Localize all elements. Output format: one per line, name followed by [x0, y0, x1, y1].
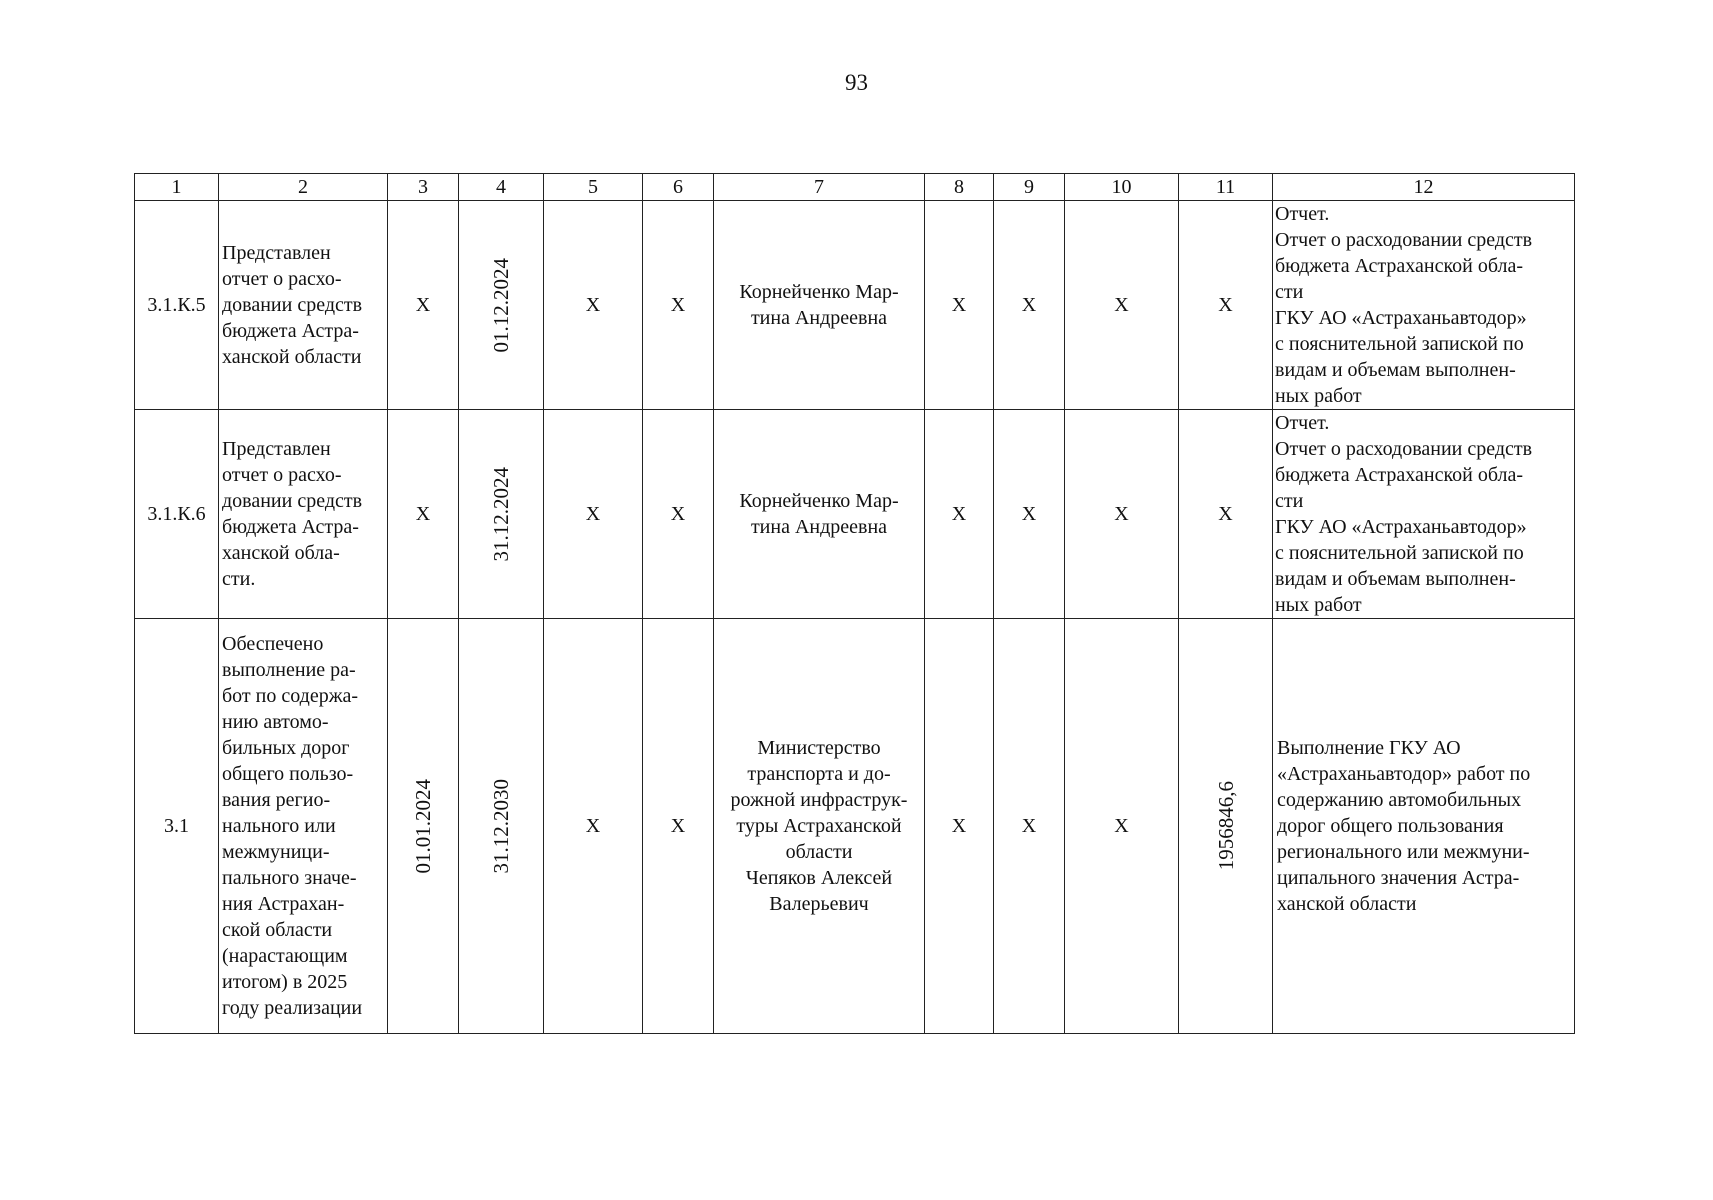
description-line: Обеспечено [222, 633, 324, 655]
description-line: Представлен [222, 242, 331, 264]
row-executor [714, 201, 925, 410]
row-number: 3.1 [135, 619, 219, 1034]
row-col3 [388, 619, 459, 1034]
description-line: бильных дорог [222, 737, 350, 759]
result-line: «Астраханьавтодор» работ по [1277, 763, 1531, 785]
col-header-1: 1 [135, 174, 219, 201]
result-line: Отчет о расходовании средств [1275, 438, 1533, 460]
col-header-8: 8 [925, 174, 994, 201]
start-date: 01.01.2024 [411, 778, 435, 874]
row-col11 [1179, 619, 1273, 1034]
result-line: содержанию автомобильных [1277, 789, 1522, 811]
plan-table [134, 173, 1575, 1034]
result-line: с пояснительной запиской по [1275, 333, 1524, 355]
description-line: общего пользо- [222, 763, 354, 785]
table-row [135, 201, 1575, 410]
row-number: 3.1.К.5 [135, 201, 219, 410]
result-line: сти [1275, 490, 1304, 512]
row-col8: Х [925, 201, 994, 410]
row-number: 3.1.К.6 [135, 410, 219, 619]
end-date: 01.12.2024 [489, 257, 513, 353]
col-header-9: 9 [994, 174, 1065, 201]
row-description [219, 410, 388, 619]
col-header-5: 5 [544, 174, 643, 201]
end-date: 31.12.2030 [489, 778, 513, 874]
row-col3: Х [388, 201, 459, 410]
row-result [1273, 619, 1575, 1034]
description-line: сти. [222, 568, 256, 590]
row-col6: Х [643, 619, 714, 1034]
description-line: ской области [222, 919, 333, 941]
col-header-4: 4 [459, 174, 544, 201]
executor-line: области [785, 841, 853, 863]
result-line: Отчет. [1275, 412, 1330, 434]
description-line: нию автомо- [222, 711, 329, 733]
funding-amount: 1956846,6 [1213, 781, 1238, 871]
executor-line: Чепяков Алексей [745, 867, 893, 889]
row-col5: Х [544, 201, 643, 410]
row-col10: Х [1065, 410, 1179, 619]
col-header-12: 12 [1273, 174, 1575, 201]
result-line: ханской области [1277, 893, 1417, 915]
result-line: Отчет. [1275, 203, 1330, 225]
end-date: 31.12.2024 [489, 466, 513, 562]
row-col8: Х [925, 619, 994, 1034]
row-col9: Х [994, 619, 1065, 1034]
result-line: регионального или межмуни- [1277, 841, 1530, 863]
col-header-6: 6 [643, 174, 714, 201]
description-line: ханской обла- [222, 542, 340, 564]
row-executor [714, 410, 925, 619]
row-col10: Х [1065, 619, 1179, 1034]
result-line: ГКУ АО «Астраханьавтодор» [1275, 307, 1527, 329]
row-col5: Х [544, 619, 643, 1034]
row-col11: Х [1179, 410, 1273, 619]
description-line: довании средств [222, 490, 363, 512]
result-line: ных работ [1275, 385, 1362, 407]
result-line: сти [1275, 281, 1304, 303]
row-result [1273, 201, 1575, 410]
description-line: пального значе- [222, 867, 357, 889]
description-line: бюджета Астра- [222, 516, 359, 538]
description-line: итогом) в 2025 [222, 971, 348, 993]
col-header-3: 3 [388, 174, 459, 201]
row-col4 [459, 410, 544, 619]
row-result [1273, 410, 1575, 619]
col-header-7: 7 [714, 174, 925, 201]
description-line: ния Астрахан- [222, 893, 345, 915]
table-row [135, 619, 1575, 1034]
table-row [135, 410, 1575, 619]
description-line: довании средств [222, 294, 363, 316]
executor-line: тина Андреевна [750, 516, 888, 538]
executor-line: тина Андреевна [750, 307, 888, 329]
description-line: бюджета Астра- [222, 320, 359, 342]
row-col5: Х [544, 410, 643, 619]
description-line: отчет о расхо- [222, 464, 342, 486]
executor-line: Валерьевич [769, 893, 869, 915]
row-col8: Х [925, 410, 994, 619]
header-row [135, 174, 1575, 201]
result-line: бюджета Астраханской обла- [1275, 255, 1524, 277]
result-line: ГКУ АО «Астраханьавтодор» [1275, 516, 1527, 538]
row-col3: Х [388, 410, 459, 619]
row-col9: Х [994, 410, 1065, 619]
description-line: Представлен [222, 438, 331, 460]
row-description [219, 201, 388, 410]
col-header-2: 2 [219, 174, 388, 201]
description-line: отчет о расхо- [222, 268, 342, 290]
result-line: видам и объемам выполнен- [1275, 568, 1516, 590]
description-line: нального или [222, 815, 336, 837]
result-line: ных работ [1275, 594, 1362, 616]
row-col4 [459, 201, 544, 410]
result-line: дорог общего пользования [1277, 815, 1504, 837]
result-line: с пояснительной запиской по [1275, 542, 1524, 564]
result-line: ципального значения Астра- [1277, 867, 1520, 889]
row-col11: Х [1179, 201, 1273, 410]
row-col6: Х [643, 201, 714, 410]
description-line: межмуници- [222, 841, 330, 863]
description-line: бот по содержа- [222, 685, 359, 707]
row-col4 [459, 619, 544, 1034]
row-col9: Х [994, 201, 1065, 410]
result-line: видам и объемам выполнен- [1275, 359, 1516, 381]
executor-line: рожной инфраструк- [730, 789, 908, 811]
description-line: (нарастающим [222, 945, 348, 967]
page-number: 93 [845, 70, 868, 95]
description-line: выполнение ра- [222, 659, 356, 681]
description-line: ханской области [222, 346, 362, 368]
executor-line: Министерство [757, 737, 881, 759]
result-line: бюджета Астраханской обла- [1275, 464, 1524, 486]
executor-line: транспорта и до- [747, 763, 891, 785]
row-col10: Х [1065, 201, 1179, 410]
result-line: Выполнение ГКУ АО [1277, 737, 1461, 759]
description-line: году реализации [222, 997, 363, 1019]
col-header-11: 11 [1179, 174, 1273, 201]
result-line: Отчет о расходовании средств [1275, 229, 1533, 251]
col-header-10: 10 [1065, 174, 1179, 201]
row-executor [714, 619, 925, 1034]
row-description [219, 619, 388, 1034]
executor-line: Корнейченко Мар- [739, 490, 899, 512]
executor-line: Корнейченко Мар- [739, 281, 899, 303]
row-col6: Х [643, 410, 714, 619]
description-line: вания регио- [222, 789, 331, 811]
executor-line: туры Астраханской [736, 815, 902, 837]
